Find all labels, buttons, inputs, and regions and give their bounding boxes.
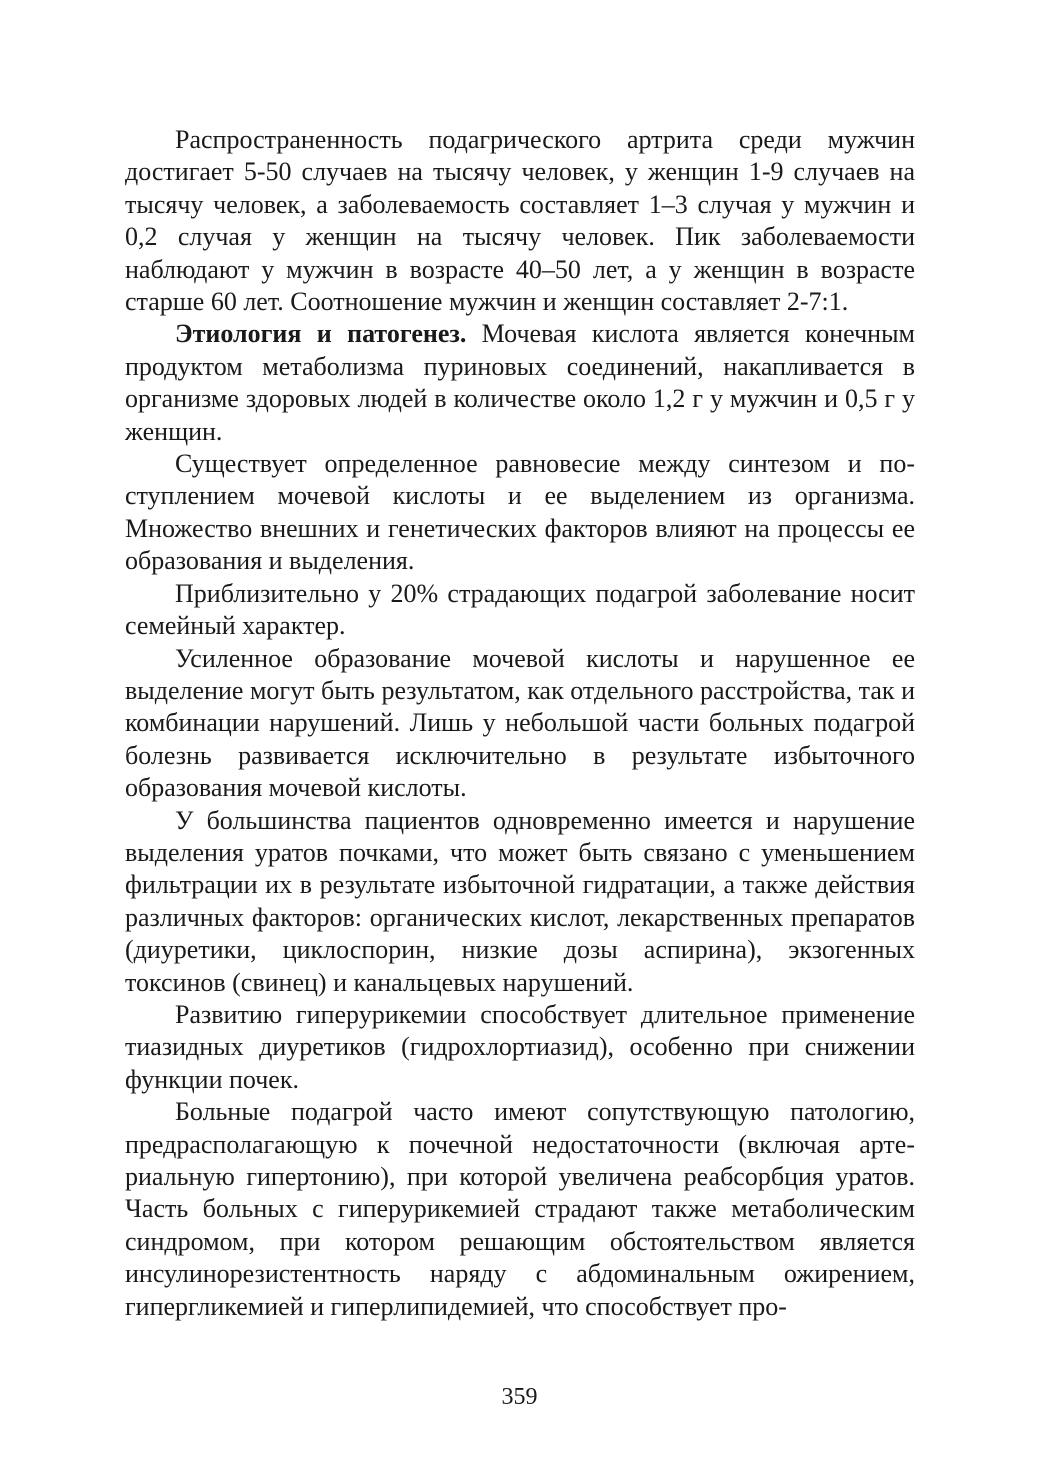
section-heading-etiology: Этиология и патогенез. <box>175 319 467 349</box>
paragraph-text: Приблизительно у 20% страдающих подагрой заболевание носит семейный характер. <box>125 578 915 641</box>
paragraph-text: Распространенность подагрического артрита среди мужчин достигает 5-50 случаев на тысячу человек, у женщин 1-9 случаев на тысячу человек, а заболеваемость составляет 1–3 случая у мужчин и 0,2 случая у женщин на тысячу человек. Пик заболеваемости наблюдают у мужчин в возрасте 40–50 лет, а у женщин в возрасте старше 60 лет. Соотношение мужчин и женщин составляет 2-7:1. <box>125 125 915 317</box>
paragraph-text: Усиленное образование мочевой кислоты и нарушенное ее выделение могут быть результатом, как отдельного расстройства, так и комбинации нарушений. Лишь у небольшой части больных подагрой болезнь развивается исключительно в результате избыточного образования мочевой кислоты. <box>125 643 915 803</box>
paragraph-etiology <box>125 318 915 448</box>
page-number: 359 <box>501 1384 538 1410</box>
paragraph-diuretics <box>125 999 915 1096</box>
paragraph-prevalence <box>125 124 915 318</box>
paragraph-text: Существует определенное равновесие между синтезом и поступлением мочевой кислоты и ее выделением из организма. Множество внешних и генетических факторов влияют на процессы ее образования и выделения. <box>125 449 915 576</box>
paragraph-family <box>125 578 915 643</box>
paragraph-text: Развитию гиперурикемии способствует длительное применение тиазидных диуретиков (гидрохлортиазид), особенно при снижении функции почек. <box>125 999 915 1094</box>
paragraph-text: Больные подагрой часто имеют сопутствующую патологию, предрасполагающую к почечной недостаточности (включая артериальную гипертонию), при которой увеличена реабсорбция уратов. Часть больных с гиперурикемией страдают также метаболическим синдромом, при котором решающим обстоятельством является инсулинорезистентность наряду с абдоминальным ожирением, гипергликемией и гиперлипидемией, что способствует про- <box>125 1097 915 1321</box>
paragraph-text: Мочевая кислота является конечным продуктом метаболизма пуриновых соединений, накапливается в организме здоровых людей в количестве около 1,2 г у мужчин и 0,5 г у женщин. <box>125 319 915 446</box>
paragraph-text: У большинства пациентов одновременно имеется и нарушение выделения уратов почками, что может быть связано с уменьшением фильтрации их в результате избыточной гидратации, а также действия различных факторов: органических кислот, лекарственных препаратов (диуретики, циклоспорин, низкие дозы аспирина), экзогенных токсинов (свинец) и канальцевых нарушений. <box>125 805 915 997</box>
paragraph-excretion <box>125 805 915 999</box>
paragraph-comorbidity <box>125 1096 915 1323</box>
paragraph-balance <box>125 448 915 578</box>
body-text <box>125 124 915 1323</box>
paragraph-formation <box>125 643 915 805</box>
